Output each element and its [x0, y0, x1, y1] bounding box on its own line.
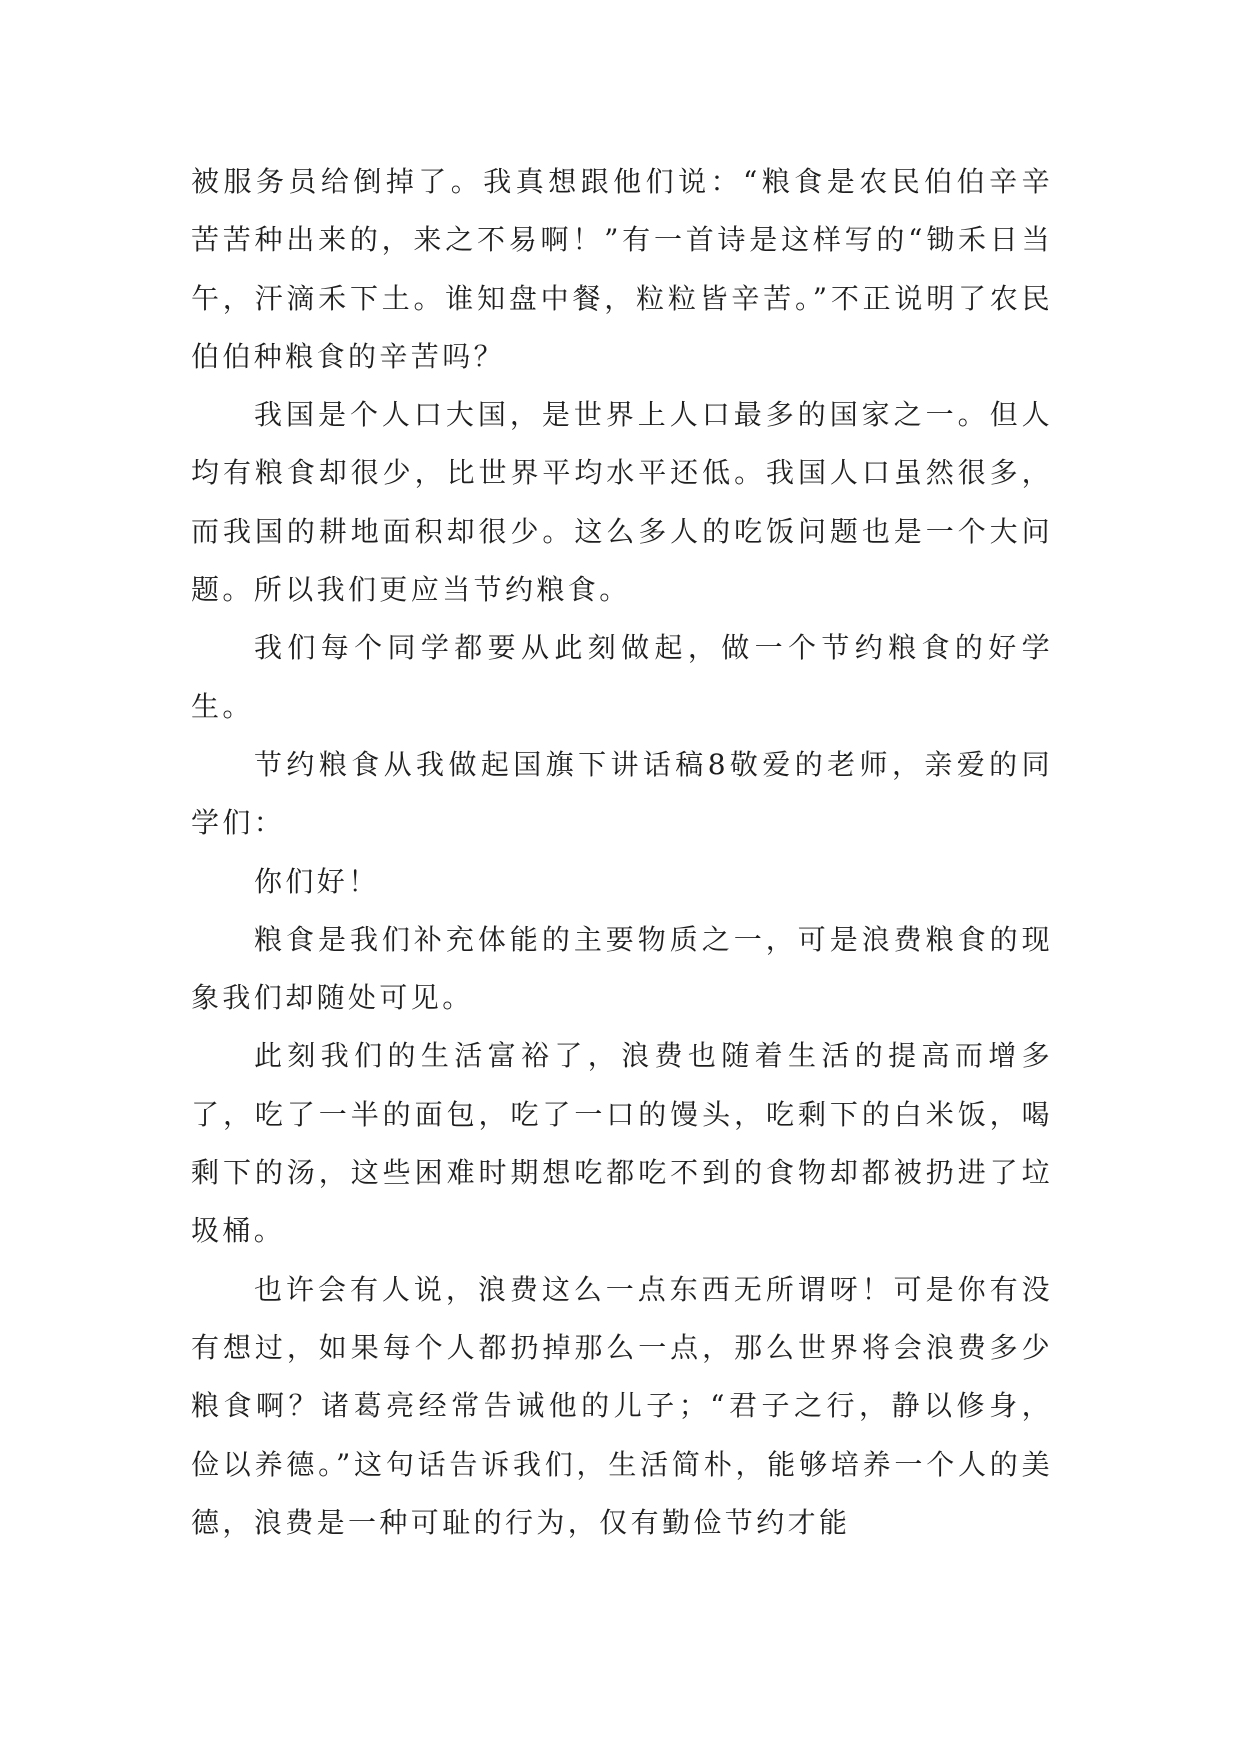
paragraph-4: 节约粮食从我做起国旗下讲话稿8敬爱的老师，亲爱的同学们：: [191, 747, 1053, 840]
paragraph-6: 粮食是我们补充体能的主要物质之一，可是浪费粮食的现象我们却随处可见。: [191, 922, 1053, 1015]
paragraph-7: 此刻我们的生活富裕了，浪费也随着生活的提高而增多了，吃了一半的面包，吃了一口的馒头，吃剩下的白米饭，喝剩下的汤，这些困难时期想吃都吃不到的食物却都被扔进了垃圾桶。: [191, 1039, 1053, 1248]
paragraph-2: 我国是个人口大国，是世界上人口最多的国家之一。但人均有粮食却很少，比世界平均水平还低。我国人口虽然很多，而我国的耕地面积却很少。这么多人的吃饭问题也是一个大问题。所以我们更应当节约粮食。: [191, 398, 1053, 607]
paragraph-8: 也许会有人说，浪费这么一点东西无所谓呀！可是你有没有想过，如果每个人都扔掉那么一点，那么世界将会浪费多少粮食啊？诸葛亮经常告诫他的儿子；“君子之行，静以修身，俭以养德。”这句话告诉我们，生活简朴，能够培养一个人的美德，浪费是一种可耻的行为，仅有勤俭节约才能: [191, 1272, 1053, 1539]
document-body: [191, 153, 1053, 1552]
paragraph-1: 被服务员给倒掉了。我真想跟他们说：“粮食是农民伯伯辛辛苦苦种出来的，来之不易啊！”有一首诗是这样写的“锄禾日当午，汗滴禾下土。谁知盘中餐，粒粒皆辛苦。”不正说明了农民伯伯种粮食的辛苦吗？: [191, 165, 1053, 373]
paragraph-5: 你们好！: [254, 864, 380, 898]
paragraph-3: 我们每个同学都要从此刻做起，做一个节约粮食的好学生。: [191, 631, 1053, 723]
